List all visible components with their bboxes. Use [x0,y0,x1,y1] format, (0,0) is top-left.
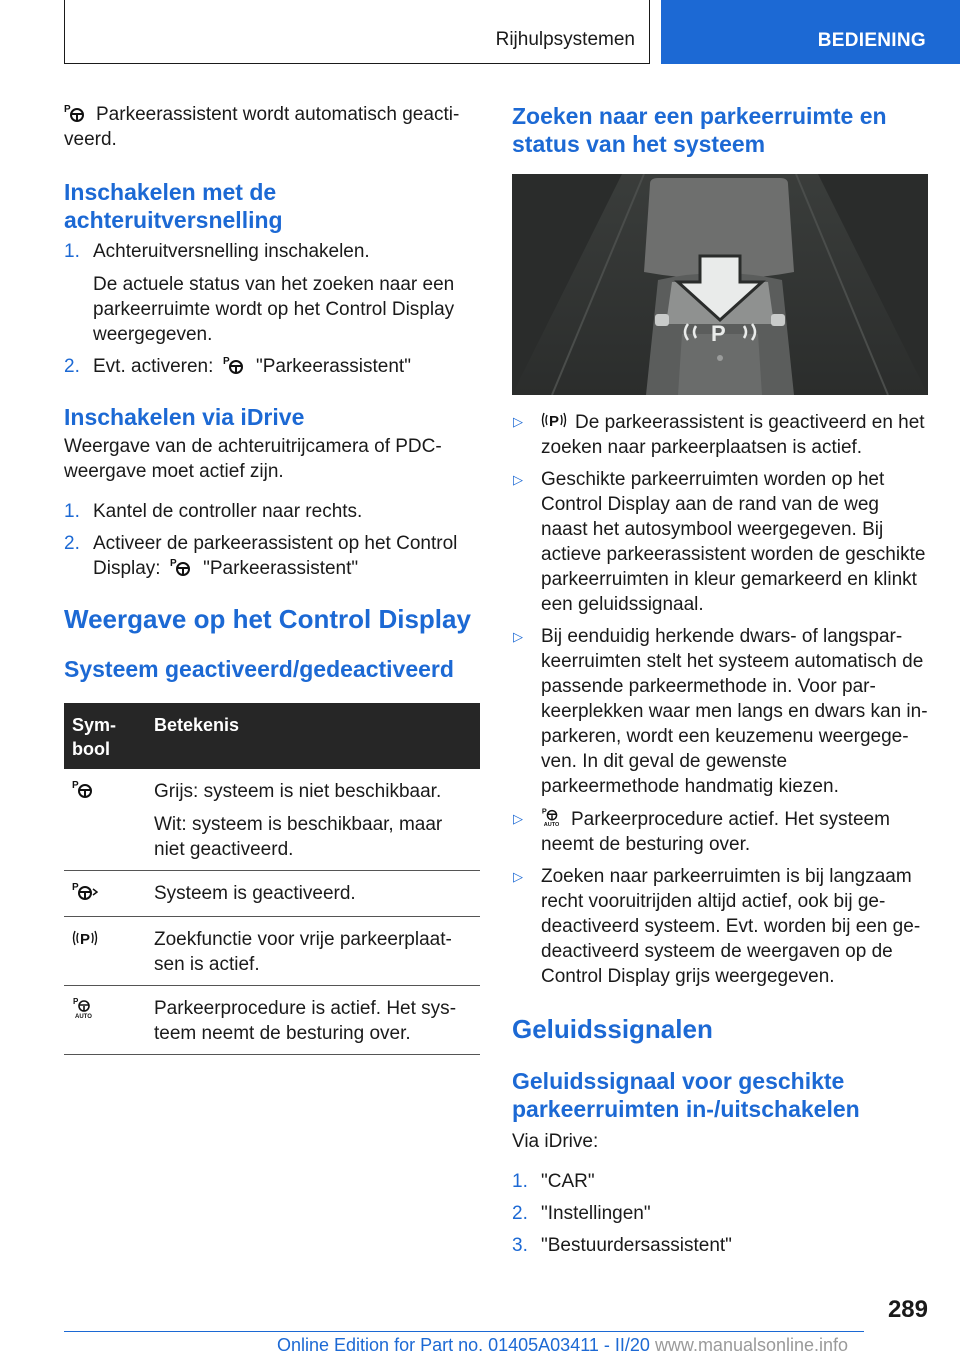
bullet-triangle-icon: ▷ [513,472,523,487]
page-number: 289 [887,1296,928,1323]
step-number: 1. [64,241,80,262]
edition-text: Online Edition for Part no. 01405A03411 - II/20 [277,1335,650,1355]
meaning-text: Wit: systeem is beschikbaar, maar niet geactiveerd. [154,814,443,860]
watermark-text: www.manualsonline.info [654,1335,849,1355]
list-item [512,1201,928,1226]
reverse-gear-steps [64,239,480,379]
svg-text:P: P [549,413,560,430]
idrive-heading: Inschakelen via iDrive [64,404,305,430]
bullet-text: Geschikte parkeerruimten worden op het Control Display aan de rand van de weg naast het autosymbool weergegeven. Bij actieve parkeerassistent worden de geschikte parkeerruimten in kleur gemarkeerd en klinkt een geluidssignaal. [541,469,926,615]
svg-text:P: P [64,104,71,115]
svg-text:P: P [541,806,547,816]
header-section-title: Rijhulpsystemen [495,29,635,50]
bullet-text: Parkeerprocedure actief. Het systeem neemt de besturing over. [541,809,890,855]
table-row [64,986,480,1055]
parking-search-icon [541,409,567,431]
svg-text:P: P [222,356,230,367]
reverse-gear-heading: Inschakelen met de achteruitversnelling [64,179,283,233]
sounds-heading: Geluidssignalen [512,1014,713,1044]
table-cell-symbol [64,871,146,917]
step-number: 1. [512,1171,528,1192]
list-item [512,1169,928,1194]
table-cell-symbol [64,917,146,986]
header-chapter-title: BEDIENING [817,30,926,51]
bullet-text: Zoeken naar parkeerruimten is bij langzaam recht vooruitrijden altijd actief, ook bij gedeactiveerd systeem. Evt. worden bij een gedeactiveerd systeem de weergaven op de Control Display grijs weergegeven. [541,866,921,987]
park-assist-active-icon [72,881,98,901]
svg-text:AUTO: AUTO [75,1014,92,1020]
list-item [64,239,480,347]
bullet-triangle-icon: ▷ [513,629,523,644]
table-cell-meaning [146,769,480,871]
table-cell-meaning: Zoekfunctie voor vrije parkeerplaatsen is actief. [146,917,480,986]
svg-text:P: P [80,931,91,948]
footer-divider [64,1331,864,1332]
bullet-triangle-icon: ▷ [513,414,523,429]
table-cell-symbol [64,769,146,871]
step-number: 2. [64,533,80,554]
step-text: Evt. activeren: [93,356,214,377]
header-chapter-box [661,0,960,64]
step-text: Activeer de parkeerassistent op het Control Display: [93,533,458,579]
sounds-steps [512,1169,928,1258]
search-heading: Zoeken naar een parkeerruimte en status van het systeem [512,103,887,157]
display-heading: Weergave op het Control Display [64,604,471,634]
svg-text:P: P [169,558,177,569]
bullet-text: Bij eenduidig herkende dwars- of langsparkeerruimten stelt het systeem automatisch de passende parkeermethode in. Voor parkeerplekken waar men langs en dwars kan inparkeren, wordt een keuzemenu weergegeven. In dit geval de gewenste parkeermethode handmatig kiezen. [541,626,928,797]
table-cell-meaning: Parkeerprocedure is actief. Het systeem neemt de besturing over. [146,986,480,1055]
svg-text:AUTO: AUTO [543,822,560,828]
bullet-text: De parkeerassistent is geactiveerd en het zoeken naar parkeerplaatsen is actief. [541,412,925,458]
intro-text: Parkeerassistent wordt automatisch geactiveerd. [64,104,460,150]
display-subheading: Systeem geactiveerd/gedeactiveerd [64,656,454,682]
list-item [512,864,928,989]
step-text: Kantel de controller naar rechts. [93,501,363,522]
list-item [512,1233,928,1258]
svg-text:P: P [73,997,79,1006]
park-auto-icon [541,806,563,828]
list-item [64,531,480,581]
list-item [512,806,928,857]
meaning-text: Grijs: systeem is niet beschikbaar. [154,781,442,802]
svg-text:P: P [711,321,726,346]
step-subtext: De actuele status van het zoeken naar een parkeerruimte wordt op het Control Display weergegeven. [93,274,455,345]
bullet-triangle-icon: ▷ [513,811,523,826]
table-row [64,917,480,986]
list-item [64,354,480,379]
status-bullets [512,409,928,989]
left-column [64,102,480,1055]
table-header-meaning: Betekenis [146,703,480,769]
idrive-paragraph: Weergave van de achteruitrijcamera of PDC-weergave moet actief zijn. [64,436,442,482]
list-item [64,499,480,524]
svg-text:P: P [72,882,79,893]
intro-paragraph [64,102,480,152]
sounds-paragraph: Via iDrive: [512,1131,599,1152]
table-cell-meaning: Systeem is geactiveerd. [146,871,480,917]
header-section-box [64,0,650,64]
list-item [512,624,928,799]
footer-edition [277,1335,848,1356]
list-item [512,409,928,460]
park-assist-icon [170,557,194,577]
svg-text:P: P [72,780,79,791]
park-assist-icon [223,355,247,375]
step-text: "Instellingen" [541,1203,651,1224]
symbol-table [64,703,480,1055]
park-assist-icon [72,779,96,799]
step-number: 2. [512,1203,528,1224]
parking-display-illustration [512,174,928,395]
table-row [64,871,480,917]
park-assist-icon [64,103,88,123]
table-cell-symbol [64,986,146,1055]
sounds-subheading: Geluidssignaal voor geschikte parkeerruimten in-/uitschakelen [512,1068,860,1122]
control-display-image [512,174,928,395]
step-number: 3. [512,1235,528,1256]
step-text: "CAR" [541,1171,595,1192]
step-text: "Bestuurdersassistent" [541,1235,732,1256]
list-item [512,467,928,617]
park-auto-icon [72,996,96,1020]
idrive-steps [64,499,480,581]
step-text: Achteruitversnelling inschakelen. [93,241,370,262]
bullet-triangle-icon: ▷ [513,869,523,884]
table-header-symbol: Symbool [64,703,146,769]
step-number: 2. [64,356,80,377]
right-column [512,102,928,1258]
table-row [64,769,480,871]
step-number: 1. [64,501,80,522]
menu-label: "Parkeerassistent" [203,558,359,579]
menu-label: "Parkeerassistent" [255,356,411,377]
parking-search-icon [72,927,98,949]
